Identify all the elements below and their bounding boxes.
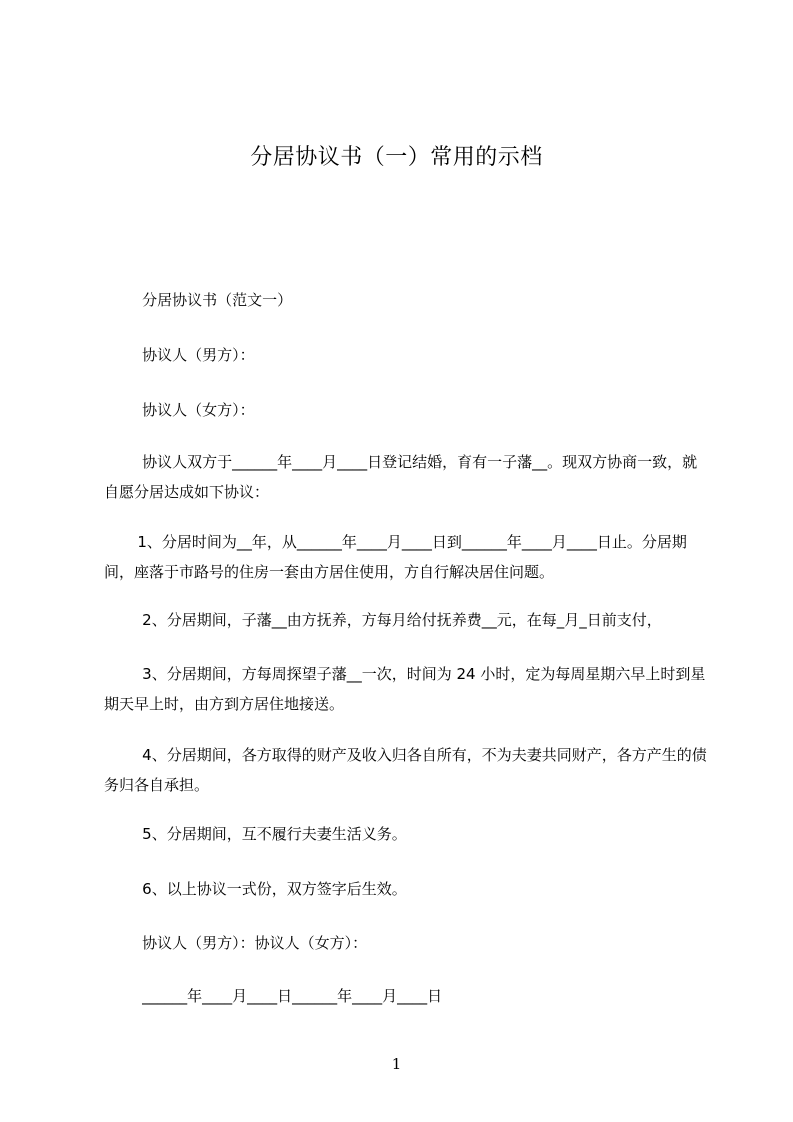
paragraph-dates: ______年____月____日______年____月____日 [104,987,443,1005]
paragraph-clause-3: 3、分居期间，方每周探望子藩__一次，时间为 24 小时，定为每周星期六早上时到星期天早上时，由方到方居住地接送。 [104,665,706,713]
paragraph-party-female: 协议人（女方）： [104,401,255,419]
paragraph-signatures: 协议人（男方）：协议人（女方）： [104,934,368,952]
paragraph-clause-2: 2、分居期间，子藩__由方抚养，方每月给付抚养费__元，在每_月_日前支付， [104,611,662,629]
paragraph-heading: 分居协议书（范文一） [104,291,293,309]
document-title: 分居协议书（一）常用的示档 [250,145,543,170]
paragraph-clause-1: 1、分居时间为__年，从______年____月____日到______年____月____日止。分居期间，座落于市路号的住房一套由方居住使用，方自行解决居住问题。 [104,533,687,581]
paragraph-clause-5: 5、分居期间，互不履行夫妻生活义务。 [104,825,407,843]
paragraph-party-male: 协议人（男方）： [104,346,255,364]
paragraph-intro: 协议人双方于______年____月____日登记结婚，育有一子藩__。现双方协商一致，就自愿分居达成如下协议： [104,453,698,501]
paragraph-clause-4: 4、分居期间，各方取得的财产及收入归各自所有，不为夫妻共同财产，各方产生的债务归各自承担。 [104,746,707,794]
paragraph-clause-6: 6、以上协议一式份，双方签字后生效。 [104,880,407,898]
page-number: 1 [391,1055,402,1073]
